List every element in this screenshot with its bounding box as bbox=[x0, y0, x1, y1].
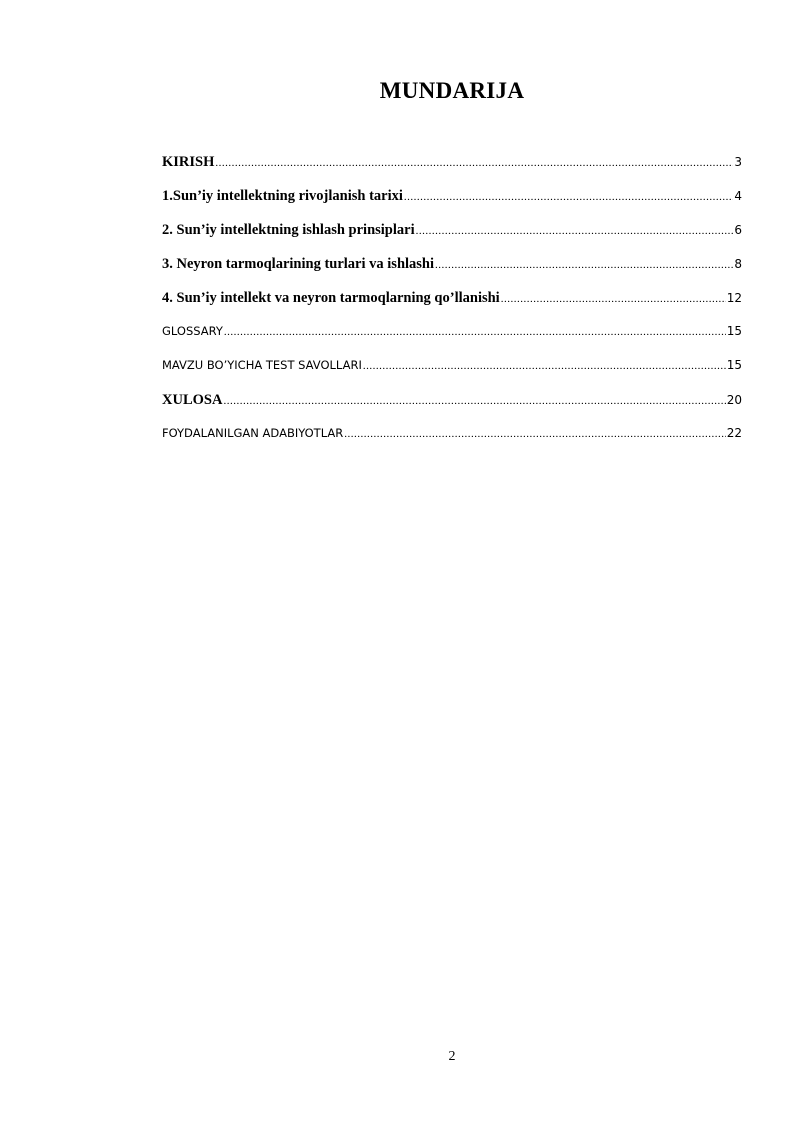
toc-dot-leader bbox=[416, 225, 734, 237]
toc-entry-title: FOYDALANILGAN ADABIYOTLAR bbox=[162, 426, 344, 440]
toc-entry-xulosa[interactable] bbox=[162, 392, 742, 426]
toc-dot-leader bbox=[344, 428, 725, 440]
toc-entry-title: GLOSSARY bbox=[162, 324, 223, 338]
toc-entry-title: 4. Sun’iy intellekt va neyron tarmoqlarning qo’llanishi bbox=[162, 290, 500, 306]
toc-dot-leader bbox=[501, 293, 726, 305]
toc-entry-title: 2. Sun’iy intellektning ishlash prinsiplari bbox=[162, 222, 415, 238]
toc-page-number: 15 bbox=[726, 324, 742, 338]
toc-page-number: 8 bbox=[734, 257, 742, 271]
toc-dot-leader bbox=[215, 157, 733, 169]
toc-page-number: 12 bbox=[726, 291, 742, 305]
toc-dot-leader bbox=[223, 395, 725, 407]
toc-page-number: 22 bbox=[726, 426, 742, 440]
toc-entry-chapter-4[interactable] bbox=[162, 290, 742, 324]
toc-page-number: 20 bbox=[726, 393, 742, 407]
toc-entry-title: KIRISH bbox=[162, 154, 215, 170]
page-number: 2 bbox=[448, 1049, 456, 1064]
toc-page-number: 4 bbox=[734, 189, 742, 203]
toc-entry-test-questions[interactable] bbox=[162, 358, 742, 392]
toc-entry-title: MAVZU BO’YICHA TEST SAVOLLARI bbox=[162, 358, 362, 372]
toc-page-number: 15 bbox=[726, 358, 742, 372]
toc-entry-chapter-1[interactable] bbox=[162, 188, 742, 222]
toc-entry-chapter-2[interactable] bbox=[162, 222, 742, 256]
toc-page-number: 6 bbox=[734, 223, 742, 237]
toc-entry-chapter-3[interactable] bbox=[162, 256, 742, 290]
toc-entry-references[interactable] bbox=[162, 426, 742, 460]
toc-entry-title: 1.Sun’iy intellektning rivojlanish tarixi bbox=[162, 188, 403, 204]
toc-page-number: 3 bbox=[734, 155, 742, 169]
toc-entry-title: 3. Neyron tarmoqlarining turlari va ishlashi bbox=[162, 256, 435, 272]
table-of-contents bbox=[162, 154, 742, 460]
toc-dot-leader bbox=[435, 259, 733, 271]
document-title: MUNDARIJA bbox=[379, 78, 525, 103]
toc-dot-leader bbox=[363, 360, 726, 372]
toc-dot-leader bbox=[404, 191, 733, 203]
toc-entry-kirish[interactable] bbox=[162, 154, 742, 188]
toc-entry-title: XULOSA bbox=[162, 392, 223, 408]
toc-dot-leader bbox=[224, 326, 726, 338]
toc-entry-glossary[interactable] bbox=[162, 324, 742, 358]
